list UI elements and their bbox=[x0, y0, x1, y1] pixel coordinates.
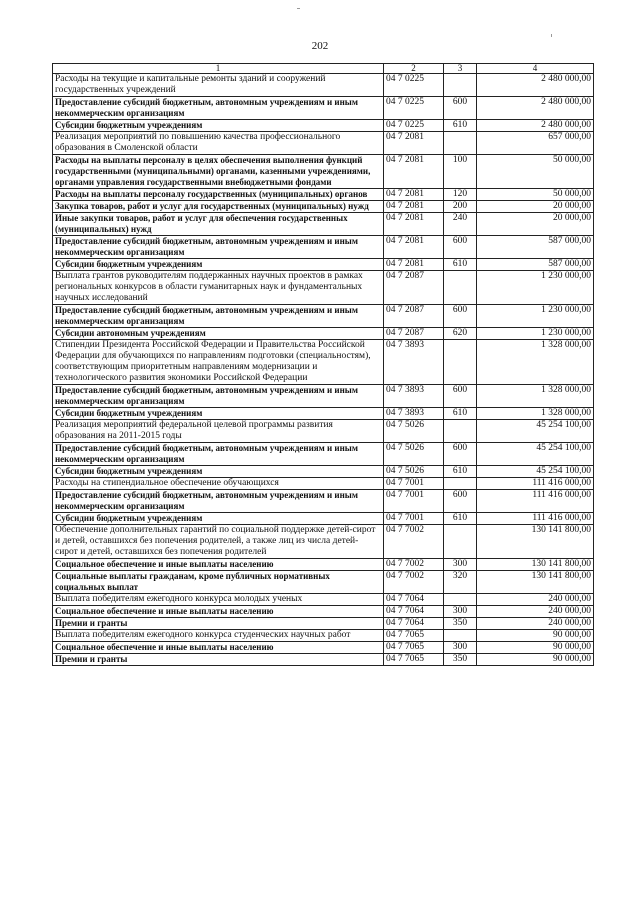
row-name-cell: Предоставление субсидий бюджетным, автономным учреждениям и иным некоммерческим организациям bbox=[53, 305, 384, 328]
row-code-cell: 04 7 0225 bbox=[384, 120, 444, 132]
row-amount-cell: 1 230 000,00 bbox=[477, 328, 594, 340]
row-code-cell: 04 7 7064 bbox=[384, 594, 444, 606]
row-amount-cell: 111 416 000,00 bbox=[477, 490, 594, 513]
row-type-cell: 320 bbox=[444, 571, 477, 594]
page-number: 202 bbox=[311, 40, 329, 52]
row-amount-cell: 130 141 800,00 bbox=[477, 571, 594, 594]
row-type-cell bbox=[444, 271, 477, 305]
row-name-cell: Премии и гранты bbox=[53, 654, 384, 666]
row-type-cell: 300 bbox=[444, 642, 477, 654]
row-code-cell: 04 7 3893 bbox=[384, 340, 444, 385]
scan-speck bbox=[551, 34, 552, 37]
row-type-cell: 300 bbox=[444, 559, 477, 571]
row-name-cell: Предоставление субсидий бюджетным, автономным учреждениям и иным некоммерческим организациям bbox=[53, 490, 384, 513]
row-amount-cell: 90 000,00 bbox=[477, 630, 594, 642]
row-code-cell: 04 7 5026 bbox=[384, 420, 444, 443]
row-code-cell: 04 7 7002 bbox=[384, 559, 444, 571]
row-name-cell: Субсидии бюджетным учреждениям bbox=[53, 466, 384, 478]
row-type-cell: 600 bbox=[444, 97, 477, 120]
row-amount-cell: 50 000,00 bbox=[477, 155, 594, 189]
row-name-cell: Предоставление субсидий бюджетным, автономным учреждениям и иным некоммерческим организациям bbox=[53, 97, 384, 120]
row-name-cell: Субсидии автономным учреждениям bbox=[53, 328, 384, 340]
row-type-cell bbox=[444, 594, 477, 606]
row-type-cell: 350 bbox=[444, 618, 477, 630]
row-name-cell: Обеспечение дополнительных гарантий по социальной поддержке детей-сирот и детей, оставшихся без попечения родителей, а также лиц из числа детей-сирот и детей, оставшихся без попечения родителей bbox=[53, 525, 384, 559]
table-row bbox=[53, 201, 594, 213]
row-type-cell: 610 bbox=[444, 120, 477, 132]
table-row bbox=[53, 213, 594, 236]
row-code-cell: 04 7 7001 bbox=[384, 478, 444, 490]
table-row bbox=[53, 189, 594, 201]
row-name-cell: Выплата грантов руководителям поддержанных научных проектов в рамках региональных конкурсов в области гуманитарных наук и фундаментальных научных исследований bbox=[53, 271, 384, 305]
row-type-cell: 600 bbox=[444, 385, 477, 408]
row-amount-cell: 1 230 000,00 bbox=[477, 271, 594, 305]
row-amount-cell: 45 254 100,00 bbox=[477, 443, 594, 466]
row-type-cell: 240 bbox=[444, 213, 477, 236]
header-col-2: 2 bbox=[384, 64, 444, 74]
row-name-cell: Расходы на выплаты персоналу в целях обеспечения выполнения функций государственными (муниципальными) органами, казенными учреждениями, органами управления государственными внебюджетными фондами bbox=[53, 155, 384, 189]
row-type-cell: 610 bbox=[444, 466, 477, 478]
row-code-cell: 04 7 0225 bbox=[384, 74, 444, 97]
row-type-cell: 620 bbox=[444, 328, 477, 340]
row-code-cell: 04 7 2081 bbox=[384, 201, 444, 213]
row-code-cell: 04 7 7065 bbox=[384, 642, 444, 654]
row-name-cell: Субсидии бюджетным учреждениям bbox=[53, 259, 384, 271]
header-col-4: 4 bbox=[477, 64, 594, 74]
table-row bbox=[53, 443, 594, 466]
row-type-cell: 610 bbox=[444, 513, 477, 525]
row-amount-cell: 45 254 100,00 bbox=[477, 420, 594, 443]
table-row bbox=[53, 328, 594, 340]
row-amount-cell: 2 480 000,00 bbox=[477, 97, 594, 120]
row-name-cell: Реализация мероприятий по повышению качества профессионального образования в Смоленской области bbox=[53, 132, 384, 155]
row-name-cell: Субсидии бюджетным учреждениям bbox=[53, 120, 384, 132]
row-name-cell: Субсидии бюджетным учреждениям bbox=[53, 408, 384, 420]
row-code-cell: 04 7 7065 bbox=[384, 630, 444, 642]
table-row bbox=[53, 525, 594, 559]
row-type-cell: 600 bbox=[444, 443, 477, 466]
row-amount-cell: 240 000,00 bbox=[477, 594, 594, 606]
row-code-cell: 04 7 2081 bbox=[384, 236, 444, 259]
row-type-cell bbox=[444, 420, 477, 443]
table-row bbox=[53, 305, 594, 328]
row-code-cell: 04 7 2087 bbox=[384, 305, 444, 328]
row-name-cell: Социальные выплаты гражданам, кроме публичных нормативных социальных выплат bbox=[53, 571, 384, 594]
row-code-cell: 04 7 2087 bbox=[384, 328, 444, 340]
row-amount-cell: 90 000,00 bbox=[477, 654, 594, 666]
table-row bbox=[53, 408, 594, 420]
row-type-cell bbox=[444, 340, 477, 385]
row-code-cell: 04 7 3893 bbox=[384, 408, 444, 420]
table-row bbox=[53, 259, 594, 271]
row-name-cell: Предоставление субсидий бюджетным, автономным учреждениям и иным некоммерческим организациям bbox=[53, 443, 384, 466]
row-code-cell: 04 7 7002 bbox=[384, 571, 444, 594]
table-row bbox=[53, 642, 594, 654]
row-name-cell: Социальное обеспечение и иные выплаты населению bbox=[53, 559, 384, 571]
row-code-cell: 04 7 7064 bbox=[384, 618, 444, 630]
row-name-cell: Закупка товаров, работ и услуг для государственных (муниципальных) нужд bbox=[53, 201, 384, 213]
row-type-cell bbox=[444, 74, 477, 97]
row-code-cell: 04 7 2081 bbox=[384, 259, 444, 271]
row-type-cell: 100 bbox=[444, 155, 477, 189]
row-name-cell: Субсидии бюджетным учреждениям bbox=[53, 513, 384, 525]
table-header-row bbox=[53, 64, 594, 74]
row-amount-cell: 20 000,00 bbox=[477, 213, 594, 236]
table-row bbox=[53, 385, 594, 408]
row-code-cell: 04 7 3893 bbox=[384, 385, 444, 408]
row-name-cell: Расходы на выплаты персоналу государственных (муниципальных) органов bbox=[53, 189, 384, 201]
table-row bbox=[53, 97, 594, 120]
row-amount-cell: 20 000,00 bbox=[477, 201, 594, 213]
row-amount-cell: 240 000,00 bbox=[477, 606, 594, 618]
row-name-cell: Расходы на текущие и капитальные ремонты зданий и сооружений государственных учреждений bbox=[53, 74, 384, 97]
table-row bbox=[53, 594, 594, 606]
row-name-cell: Выплата победителям ежегодного конкурса студенческих научных работ bbox=[53, 630, 384, 642]
row-code-cell: 04 7 7002 bbox=[384, 525, 444, 559]
row-name-cell: Иные закупки товаров, работ и услуг для обеспечения государственных (муниципальных) нужд bbox=[53, 213, 384, 236]
row-type-cell bbox=[444, 132, 477, 155]
table-row bbox=[53, 478, 594, 490]
row-type-cell bbox=[444, 478, 477, 490]
table-row bbox=[53, 340, 594, 385]
row-code-cell: 04 7 2081 bbox=[384, 155, 444, 189]
row-code-cell: 04 7 0225 bbox=[384, 97, 444, 120]
table-row bbox=[53, 630, 594, 642]
row-type-cell: 120 bbox=[444, 189, 477, 201]
row-amount-cell: 1 328 000,00 bbox=[477, 385, 594, 408]
row-name-cell: Стипендии Президента Российской Федерации и Правительства Российской Федерации для обучающихся по направлениям подготовки (специальностям), соответствующим приоритетным направлениям модернизации и технологического развития экономики Российской Федерации bbox=[53, 340, 384, 385]
scan-speck bbox=[297, 8, 300, 9]
row-amount-cell: 111 416 000,00 bbox=[477, 478, 594, 490]
row-amount-cell: 240 000,00 bbox=[477, 618, 594, 630]
table-row bbox=[53, 654, 594, 666]
row-code-cell: 04 7 2081 bbox=[384, 189, 444, 201]
table-row bbox=[53, 466, 594, 478]
row-code-cell: 04 7 2087 bbox=[384, 271, 444, 305]
row-type-cell: 610 bbox=[444, 408, 477, 420]
budget-table bbox=[52, 63, 594, 666]
row-name-cell: Предоставление субсидий бюджетным, автономным учреждениям и иным некоммерческим организациям bbox=[53, 236, 384, 259]
row-amount-cell: 1 230 000,00 bbox=[477, 305, 594, 328]
table-row bbox=[53, 420, 594, 443]
row-amount-cell: 1 328 000,00 bbox=[477, 408, 594, 420]
row-name-cell: Социальное обеспечение и иные выплаты населению bbox=[53, 606, 384, 618]
row-type-cell: 200 bbox=[444, 201, 477, 213]
row-amount-cell: 587 000,00 bbox=[477, 236, 594, 259]
table-row bbox=[53, 74, 594, 97]
row-code-cell: 04 7 7001 bbox=[384, 513, 444, 525]
row-name-cell: Выплата победителям ежегодного конкурса молодых ученых bbox=[53, 594, 384, 606]
header-col-1: 1 bbox=[53, 64, 384, 74]
row-name-cell: Премии и гранты bbox=[53, 618, 384, 630]
table-row bbox=[53, 571, 594, 594]
header-col-3: 3 bbox=[444, 64, 477, 74]
row-type-cell: 600 bbox=[444, 490, 477, 513]
row-code-cell: 04 7 5026 bbox=[384, 466, 444, 478]
row-amount-cell: 587 000,00 bbox=[477, 259, 594, 271]
row-name-cell: Реализация мероприятий федеральной целевой программы развития образования на 2011-2015 годы bbox=[53, 420, 384, 443]
row-type-cell bbox=[444, 525, 477, 559]
row-amount-cell: 2 480 000,00 bbox=[477, 74, 594, 97]
row-amount-cell: 130 141 800,00 bbox=[477, 525, 594, 559]
table-row bbox=[53, 236, 594, 259]
row-type-cell: 600 bbox=[444, 236, 477, 259]
row-code-cell: 04 7 7064 bbox=[384, 606, 444, 618]
row-amount-cell: 50 000,00 bbox=[477, 189, 594, 201]
row-code-cell: 04 7 7065 bbox=[384, 654, 444, 666]
row-amount-cell: 111 416 000,00 bbox=[477, 513, 594, 525]
row-amount-cell: 657 000,00 bbox=[477, 132, 594, 155]
row-type-cell: 610 bbox=[444, 259, 477, 271]
row-amount-cell: 45 254 100,00 bbox=[477, 466, 594, 478]
row-type-cell: 600 bbox=[444, 305, 477, 328]
table-row bbox=[53, 513, 594, 525]
row-code-cell: 04 7 5026 bbox=[384, 443, 444, 466]
row-type-cell bbox=[444, 630, 477, 642]
row-code-cell: 04 7 2081 bbox=[384, 213, 444, 236]
table-row bbox=[53, 155, 594, 189]
table-row bbox=[53, 120, 594, 132]
table-row bbox=[53, 618, 594, 630]
row-amount-cell: 2 480 000,00 bbox=[477, 120, 594, 132]
table-row bbox=[53, 271, 594, 305]
row-name-cell: Предоставление субсидий бюджетным, автономным учреждениям и иным некоммерческим организациям bbox=[53, 385, 384, 408]
table-row bbox=[53, 559, 594, 571]
table-row bbox=[53, 490, 594, 513]
row-amount-cell: 130 141 800,00 bbox=[477, 559, 594, 571]
row-amount-cell: 90 000,00 bbox=[477, 642, 594, 654]
row-type-cell: 350 bbox=[444, 654, 477, 666]
row-code-cell: 04 7 7001 bbox=[384, 490, 444, 513]
row-type-cell: 300 bbox=[444, 606, 477, 618]
row-code-cell: 04 7 2081 bbox=[384, 132, 444, 155]
table-row bbox=[53, 606, 594, 618]
row-amount-cell: 1 328 000,00 bbox=[477, 340, 594, 385]
table-row bbox=[53, 132, 594, 155]
row-name-cell: Расходы на стипендиальное обеспечение обучающихся bbox=[53, 478, 384, 490]
row-name-cell: Социальное обеспечение и иные выплаты населению bbox=[53, 642, 384, 654]
